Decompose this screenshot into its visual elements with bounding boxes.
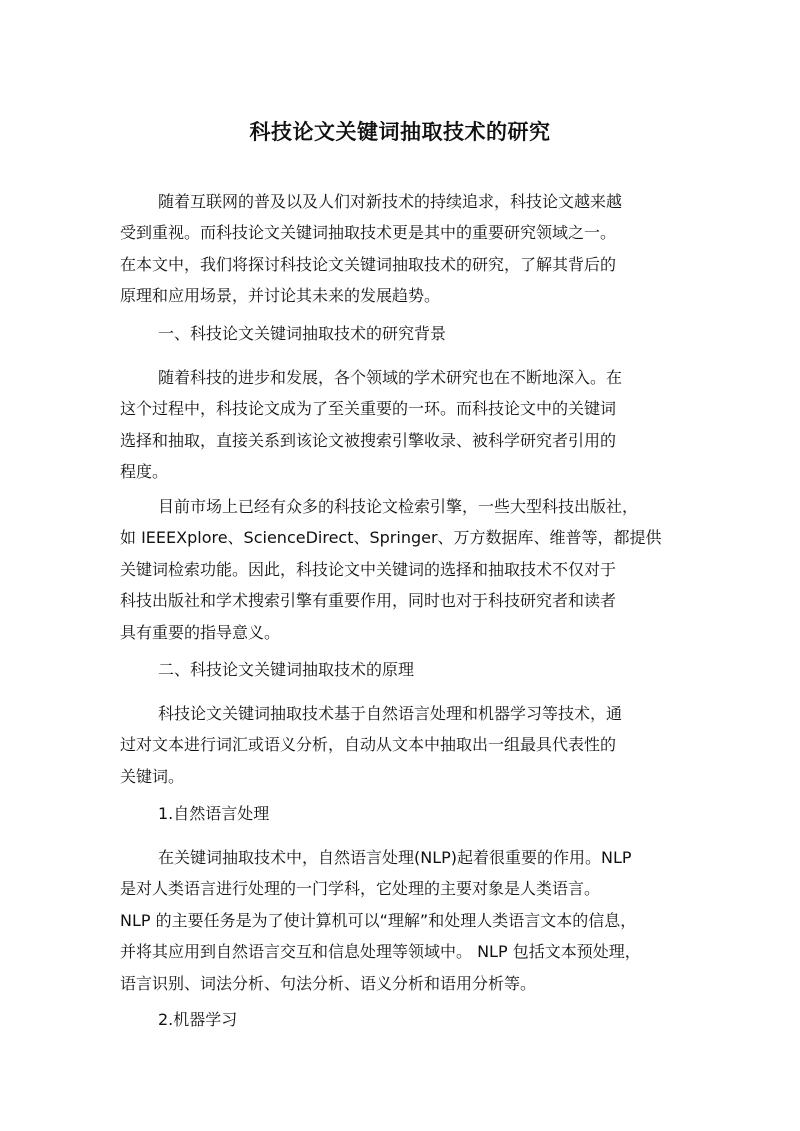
text-line: 这个过程中，科技论文成为了至关重要的一环。而科技论文中的关键词 bbox=[120, 399, 617, 419]
subsection-heading-ml: 2.机器学习 bbox=[158, 1010, 238, 1029]
text-line: 关键词。 bbox=[120, 766, 185, 786]
page-title: 科技论文关键词抽取技术的研究 bbox=[249, 120, 551, 144]
text-line: 关键词检索功能。因此，科技论文中关键词的选择和抽取技术不仅对于 bbox=[120, 559, 617, 579]
text-line: 具有重要的指导意义。 bbox=[120, 622, 281, 642]
text-line: 科技论文关键词抽取技术基于自然语言处理和机器学习等技术，通 bbox=[158, 704, 623, 723]
nlp-paragraph bbox=[120, 842, 695, 999]
text-line: 在本文中，我们将探讨科技论文关键词抽取技术的研究，了解其背后的 bbox=[120, 254, 617, 274]
text-line: 随着科技的进步和发展，各个领域的学术研究也在不断地深入。在 bbox=[158, 368, 623, 387]
text-line: 选择和抽取，直接关系到该论文被搜索引擎收录、被科学研究者引用的 bbox=[120, 430, 617, 450]
text-line: 语言识别、词法分析、句法分析、语义分析和语用分析等。 bbox=[120, 973, 537, 993]
text-line: 科技出版社和学术搜索引擎有重要作用，同时也对于科技研究者和读者 bbox=[120, 591, 617, 611]
text-line: 程度。 bbox=[120, 462, 169, 482]
text-line: 并将其应用到自然语言交互和信息处理等领域中。 NLP 包括文本预处理， bbox=[120, 942, 641, 962]
text-line: 受到重视。而科技论文关键词抽取技术更是其中的重要研究领域之一。 bbox=[120, 223, 617, 243]
text-line: 随着互联网的普及以及人们对新技术的持续追求，科技论文越来越 bbox=[158, 192, 623, 211]
text-line: 是对人类语言进行处理的一门学科，它处理的主要对象是人类语言。 bbox=[120, 879, 601, 899]
section-heading-principle: 二、科技论文关键词抽取技术的原理 bbox=[158, 660, 415, 679]
text-line: 如 IEEEXplore、ScienceDirect、Springer、万方数据库、维普等，都提供 bbox=[120, 528, 662, 548]
background-paragraph-2 bbox=[120, 491, 695, 648]
text-line: 过对文本进行词汇或语义分析，自动从文本中抽取出一组最具代表性的 bbox=[120, 735, 617, 755]
background-paragraph-1 bbox=[120, 362, 695, 488]
text-line: 目前市场上已经有众多的科技论文检索引擎，一些大型科技出版社， bbox=[158, 497, 639, 516]
text-line: NLP 的主要任务是为了使计算机可以“理解”和处理人类语言文本的信息， bbox=[120, 910, 637, 930]
section-heading-background: 一、科技论文关键词抽取技术的研究背景 bbox=[158, 324, 447, 343]
text-line: 原理和应用场景，并讨论其未来的发展趋势。 bbox=[120, 286, 441, 306]
subsection-heading-nlp: 1.自然语言处理 bbox=[158, 804, 270, 823]
intro-paragraph bbox=[120, 186, 695, 312]
text-line: 在关键词抽取技术中，自然语言处理(NLP)起着很重要的作用。NLP bbox=[158, 848, 632, 867]
principle-paragraph bbox=[120, 698, 695, 792]
